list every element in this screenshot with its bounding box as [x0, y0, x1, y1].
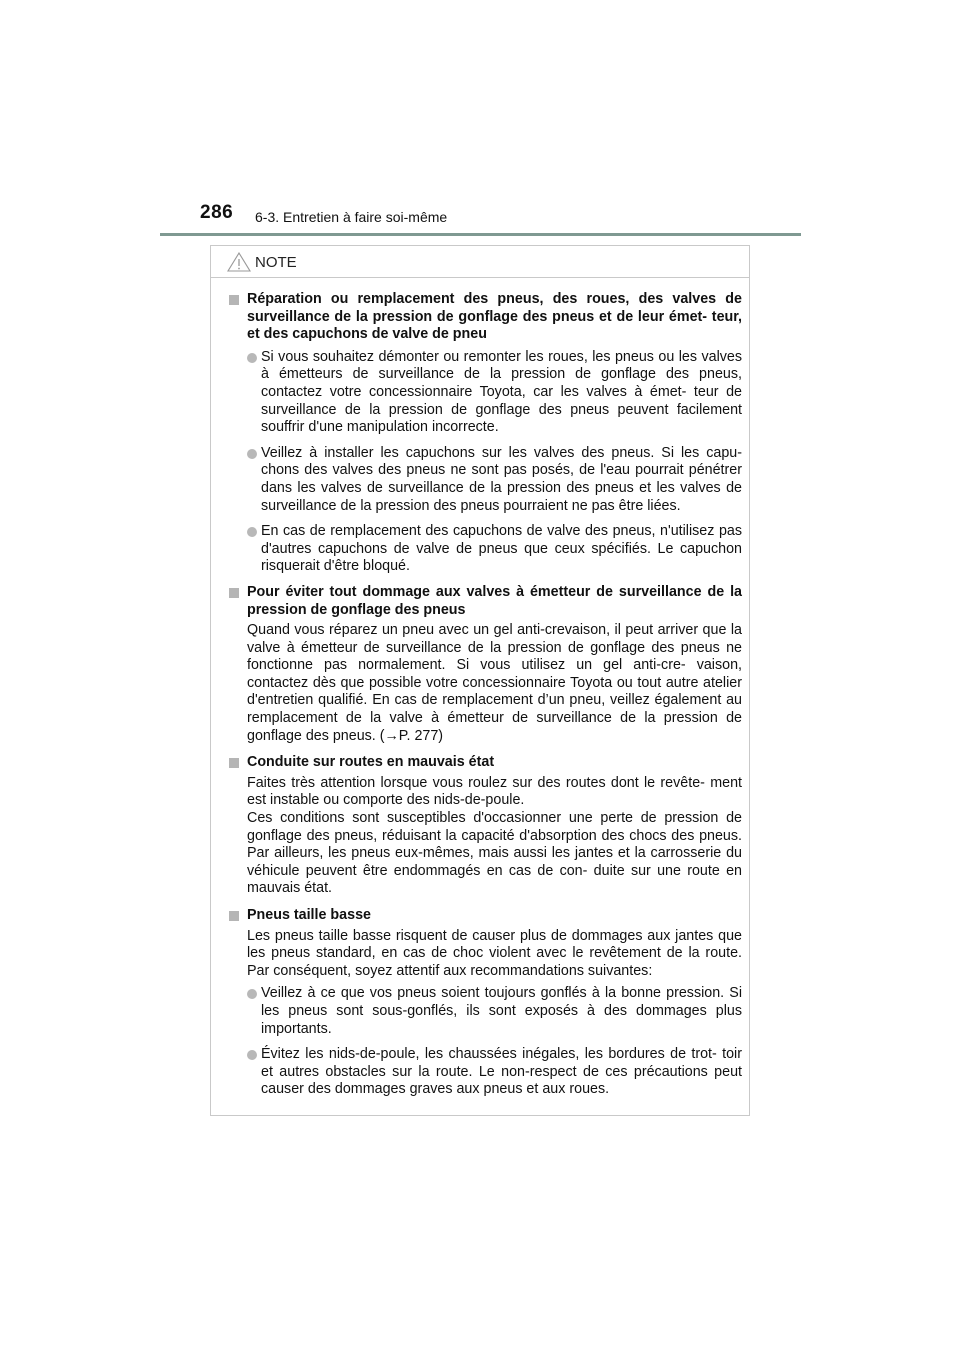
square-bullet-icon: [229, 588, 239, 598]
bullet-text: Évitez les nids-de-poule, les chaussées inégales, les bordures de trot- toir et autres obstacles sur la route. Le non-respect de ces précautions peut causer des dommages graves aux pneus et aux roues.: [261, 1046, 742, 1098]
section-title: 6-3. Entretien à faire soi-même: [255, 209, 448, 225]
item-title: Pour éviter tout dommage aux valves à émetteur de surveillance de la pression de gonflage des pneus: [247, 583, 742, 618]
item-text: Quand vous réparez un pneu avec un gel anti-crevaison, il peut arriver que la valve à émetteur de surveillance de la pression de gonflage des pneus ne fonctionne pas normalement. Si vous utilisez un gel anti-cre- vaison, contactez dès que possible votre concessionnaire Toyota ou tout autre atelier d'entretien qualifié. En cas de remplacement d’un pneu, veillez également au remplacement de la valve à émetteur de surveillance de la pression de gonflage des pneus. (→P. 277): [247, 622, 742, 744]
note-header: [211, 246, 749, 278]
list-item: [247, 1046, 742, 1099]
square-bullet-icon: [229, 911, 239, 921]
bullet-text: En cas de remplacement des capuchons de valve des pneus, n'utilisez pas d'autres capuchons de valve de pneus que ceux spécifiés. Le capuchon risquerait d'être bloqué.: [261, 523, 742, 575]
note-body: [211, 278, 749, 1099]
note-box: [210, 245, 750, 1116]
square-bullet-icon: [229, 758, 239, 768]
circle-bullet-icon: [247, 989, 257, 999]
list-item: [247, 985, 742, 1038]
note-item-low-profile-tires: [229, 907, 742, 1099]
note-item-tire-repair: [229, 291, 742, 576]
warning-triangle-icon: [227, 252, 251, 272]
square-bullet-icon: [229, 295, 239, 305]
list-item: [247, 523, 742, 576]
page-number: 286: [200, 202, 234, 223]
bullet-text: Veillez à installer les capuchons sur les valves des pneus. Si les capu- chons des valves des pneus ne sont pas posés, de l'eau pourrait pénétrer dans les valves de surveillance de la pression des pneus et les valves de surveillance de la pression des pneus pourraient ne pas être liées.: [261, 444, 742, 514]
circle-bullet-icon: [247, 527, 257, 537]
item-title: Pneus taille basse: [247, 907, 371, 923]
bullet-text: Si vous souhaitez démonter ou remonter les roues, les pneus ou les valves à émetteurs de surveillance de la pression de gonflage des pneus, contactez votre concessionnaire Toyota, car les valves à émet- teur de surveillance de la pression de gonflage des pneus peuvent facilement souffrir d'une manipulation incorrecte.: [261, 348, 742, 436]
bullet-text: Veillez à ce que vos pneus soient toujours gonflés à la bonne pression. Si les pneus sont sous-gonflés, ils sont exposés à des dommages plus importants.: [261, 985, 742, 1037]
list-item: [247, 445, 742, 515]
header-divider: [160, 233, 801, 236]
item-text: Faites très attention lorsque vous roulez sur des routes dont le revête- ment est instable ou comporte des nids-de-poule.: [247, 774, 742, 809]
note-label: NOTE: [255, 254, 297, 271]
circle-bullet-icon: [247, 353, 257, 363]
item-text: Les pneus taille basse risquent de causer plus de dommages aux jantes que les pneus standard, en cas de choc violent avec le revêtement de la route. Par conséquent, soyez attentif aux recommandations suivantes:: [247, 927, 742, 979]
circle-bullet-icon: [247, 1050, 257, 1060]
note-item-valve-damage: [229, 584, 742, 745]
item-title: Réparation ou remplacement des pneus, des roues, des valves de surveillance de la pression de gonflage des pneus et de leur émet- teur, et des capuchons de valve de pneu: [247, 291, 742, 343]
circle-bullet-icon: [247, 449, 257, 459]
note-item-bad-roads: [229, 754, 742, 898]
list-item: [247, 349, 742, 437]
item-title: Conduite sur routes en mauvais état: [247, 754, 495, 771]
item-text: Ces conditions sont susceptibles d'occasionner une perte de pression de gonflage des pneus, réduisant la capacité d'absorption des chocs des pneus. Par ailleurs, les pneus eux-mêmes, mais aussi les jantes et la carrosserie du véhicule peuvent être endommagés en cas de con- duite sur une route en mauvais état.: [247, 810, 742, 897]
